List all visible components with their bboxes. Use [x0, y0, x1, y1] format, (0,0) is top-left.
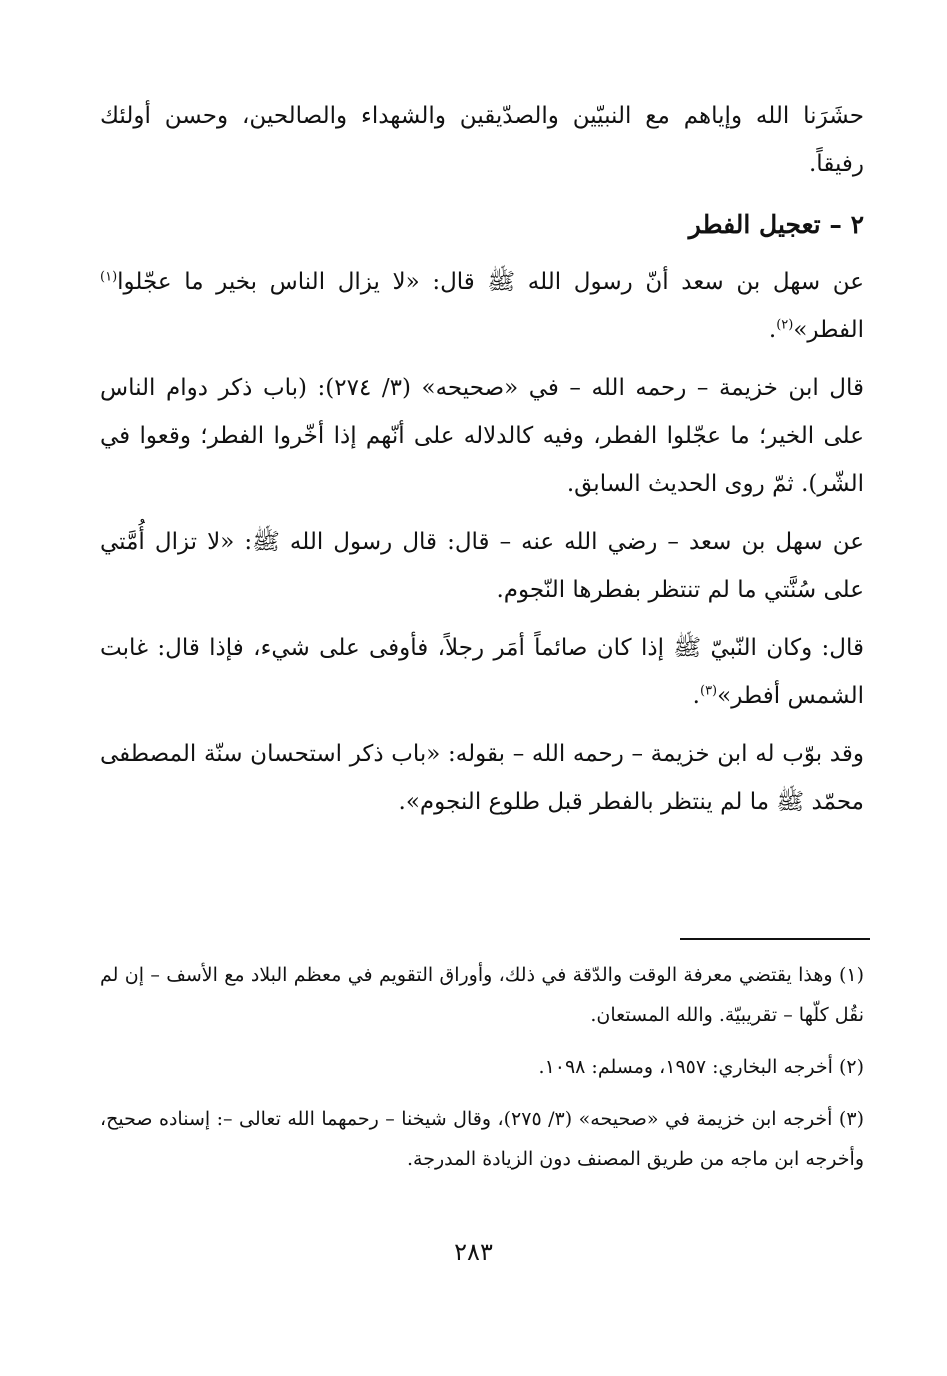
paragraph-hadith-2-cont-end: . — [692, 683, 700, 709]
paragraph-hadith-2-cont — [100, 624, 864, 720]
page-number: ٢٨٣ — [454, 1238, 493, 1266]
paragraph-hadith-2: عن سهل بن سعد – رضي الله عنه – قال: قال رسول الله ﷺ: «لا تزال أُمَّتي على سُنَّتي ما لم تنتظر بفطرها النّجوم. — [100, 529, 864, 603]
footnotes — [100, 955, 864, 1191]
footnote-ref-3[interactable]: (٣) — [699, 683, 718, 699]
paragraph-intro: حشَرَنا الله وإياهم مع النبيّين والصدّيقين والشهداء والصالحين، وحسن أولئك رفيقاً. — [100, 103, 864, 177]
paragraph-chapter-title: وقد بوّب له ابن خزيمة – رحمه الله – بقوله: «باب ذكر استحسان سنّة المصطفى محمّد ﷺ ما لم ينتظر بالفطر قبل طلوع النجوم». — [100, 741, 864, 815]
paragraph-ibn-khuzaymah: قال ابن خزيمة – رحمه الله – في «صحيحه» (٣/ ٢٧٤): (باب ذكر دوام الناس على الخير؛ ما عجّلوا الفطر، وفيه كالدلاله على أنّهم إذا أخّروا الفطر؛ وقعوا في الشّر). ثمّ روى الحديث السابق. — [100, 375, 865, 497]
footnote-2: (٢) أخرجه البخاري: ١٩٥٧، ومسلم: ١٠٩٨. — [538, 1056, 864, 1078]
page-body — [100, 92, 864, 826]
paragraph-hadith-1-text: عن سهل بن سعد أنّ رسول الله ﷺ قال: «لا يزال الناس بخير ما عجّلوا — [117, 269, 864, 295]
paragraph-hadith-1-end: . — [768, 317, 777, 343]
footnote-3: (٣) أخرجه ابن خزيمة في «صحيحه» (٣/ ٢٧٥)، وقال شيخنا – رحمهما الله تعالى –: إسناده صحيح، وأخرجه ابن ماجه من طريق المصنف دون الزيادة المدرجة. — [100, 1108, 864, 1170]
section-heading: ٢ – تعجيل الفطر — [688, 210, 864, 239]
paragraph-hadith-1 — [100, 258, 864, 354]
footnote-1: (١) وهذا يقتضي معرفة الوقت والدّقة في ذلك، وأوراق التقويم في معظم البلاد مع الأسف – إن لم نقُل كلّها – تقريبيّة. والله المستعان. — [100, 964, 864, 1026]
footnote-ref-1[interactable]: (١) — [100, 269, 118, 285]
footnote-ref-2[interactable]: (٢) — [776, 317, 794, 333]
paragraph-hadith-1-cont: الفطر» — [793, 317, 864, 343]
paragraph-hadith-2-cont-text: قال: وكان النّبيّ ﷺ إذا كان صائماً أمَر رجلاً، فأوفى على شيء، فإذا قال: غابت الشمس أفطر» — [100, 635, 864, 709]
footnote-separator — [680, 938, 870, 940]
